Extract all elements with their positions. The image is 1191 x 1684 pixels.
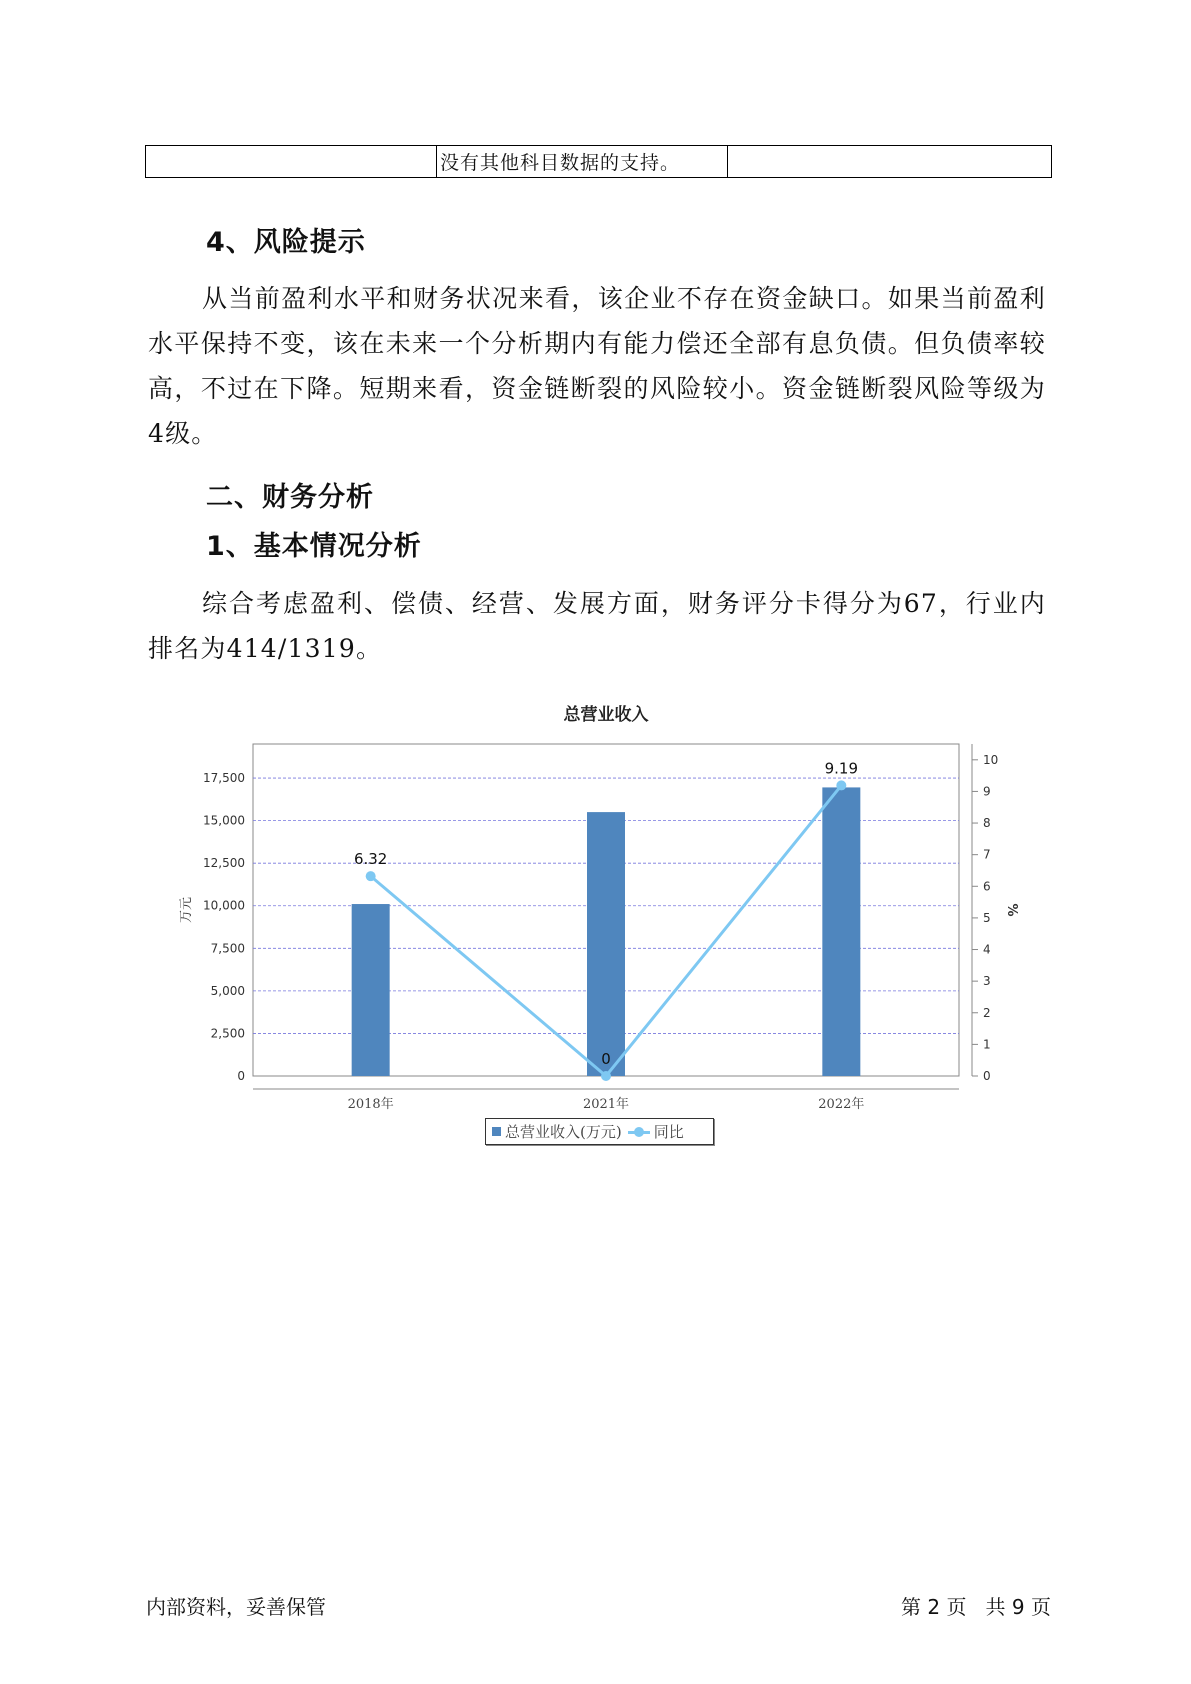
- y2-tick-label: 8: [983, 816, 991, 831]
- y-tick-label: 17,500: [203, 771, 245, 786]
- y-tick-label: 7,500: [210, 941, 245, 956]
- data-label: 6.32: [353, 850, 388, 869]
- y-tick-label: 2,500: [210, 1026, 245, 1041]
- y2-tick-label: 2: [983, 1005, 991, 1020]
- yoy-point: [601, 1071, 611, 1081]
- footer-page-number: 第 2 页 共 9 页: [901, 1595, 1051, 1619]
- y-tick-label: 15,000: [203, 813, 245, 828]
- chart-legend: [485, 1118, 714, 1145]
- y-tick-label: 5,000: [210, 983, 245, 998]
- legend-bar-label: 总营业收入(万元): [505, 1123, 622, 1141]
- bar: [352, 904, 390, 1076]
- table-cell: [146, 146, 437, 178]
- legend-line-label: 同比: [653, 1123, 684, 1141]
- y2-tick-label: 6: [983, 879, 991, 894]
- data-label: 0: [601, 1050, 611, 1068]
- y2-tick-label: 10: [983, 752, 999, 767]
- yoy-point: [836, 780, 846, 790]
- top-table: [145, 145, 1052, 178]
- bar: [587, 812, 625, 1076]
- x-tick-label: 2022年: [818, 1097, 865, 1110]
- y2-tick-label: 3: [983, 974, 991, 989]
- x-tick-label: 2021年: [582, 1097, 630, 1110]
- y2-tick-label: 7: [983, 847, 991, 862]
- y-axis-label: 万元: [179, 896, 194, 924]
- y2-tick-label: 5: [983, 910, 991, 925]
- x-tick-label: 2018年: [347, 1097, 394, 1110]
- y-tick-label: 12,500: [203, 856, 245, 871]
- finance-heading: 二、财务分析: [206, 482, 374, 513]
- data-label: 9.19: [824, 759, 859, 778]
- table-cell: 没有其他科目数据的支持。: [437, 146, 728, 178]
- y2-tick-label: 0: [983, 1069, 991, 1083]
- chart-title: 总营业收入: [563, 705, 649, 725]
- basic-analysis-paragraph: 综合考虑盈利、偿债、经营、发展方面，财务评分卡得分为67，行业内排名为414/1319。: [148, 589, 1046, 663]
- bar: [822, 787, 860, 1076]
- y-tick-label: 0: [237, 1069, 245, 1083]
- y2-tick-label: 9: [983, 784, 991, 799]
- y-tick-label: 10,000: [203, 898, 245, 913]
- basic-analysis-heading: 1、基本情况分析: [206, 531, 422, 562]
- y2-tick-label: 4: [983, 942, 991, 957]
- legend-line-swatch: [628, 1127, 650, 1137]
- legend-bar-swatch: [492, 1127, 501, 1136]
- table-cell: [728, 146, 1052, 178]
- risk-heading: 4、风险提示: [206, 227, 366, 258]
- y2-axis-label: %: [1004, 903, 1019, 917]
- risk-paragraph: 从当前盈利水平和财务状况来看，该企业不存在资金缺口。如果当前盈利水平保持不变，该在未来一个分析期内有能力偿还全部有息负债。但负债率较高，不过在下降。短期来看，资金链断裂的风险较小。资金链断裂风险等级为4级。: [148, 284, 1046, 448]
- y2-tick-label: 1: [983, 1037, 991, 1052]
- revenue-chart: [160, 690, 1020, 1110]
- footer-left: 内部资料，妥善保管: [146, 1595, 326, 1619]
- yoy-point: [366, 871, 376, 881]
